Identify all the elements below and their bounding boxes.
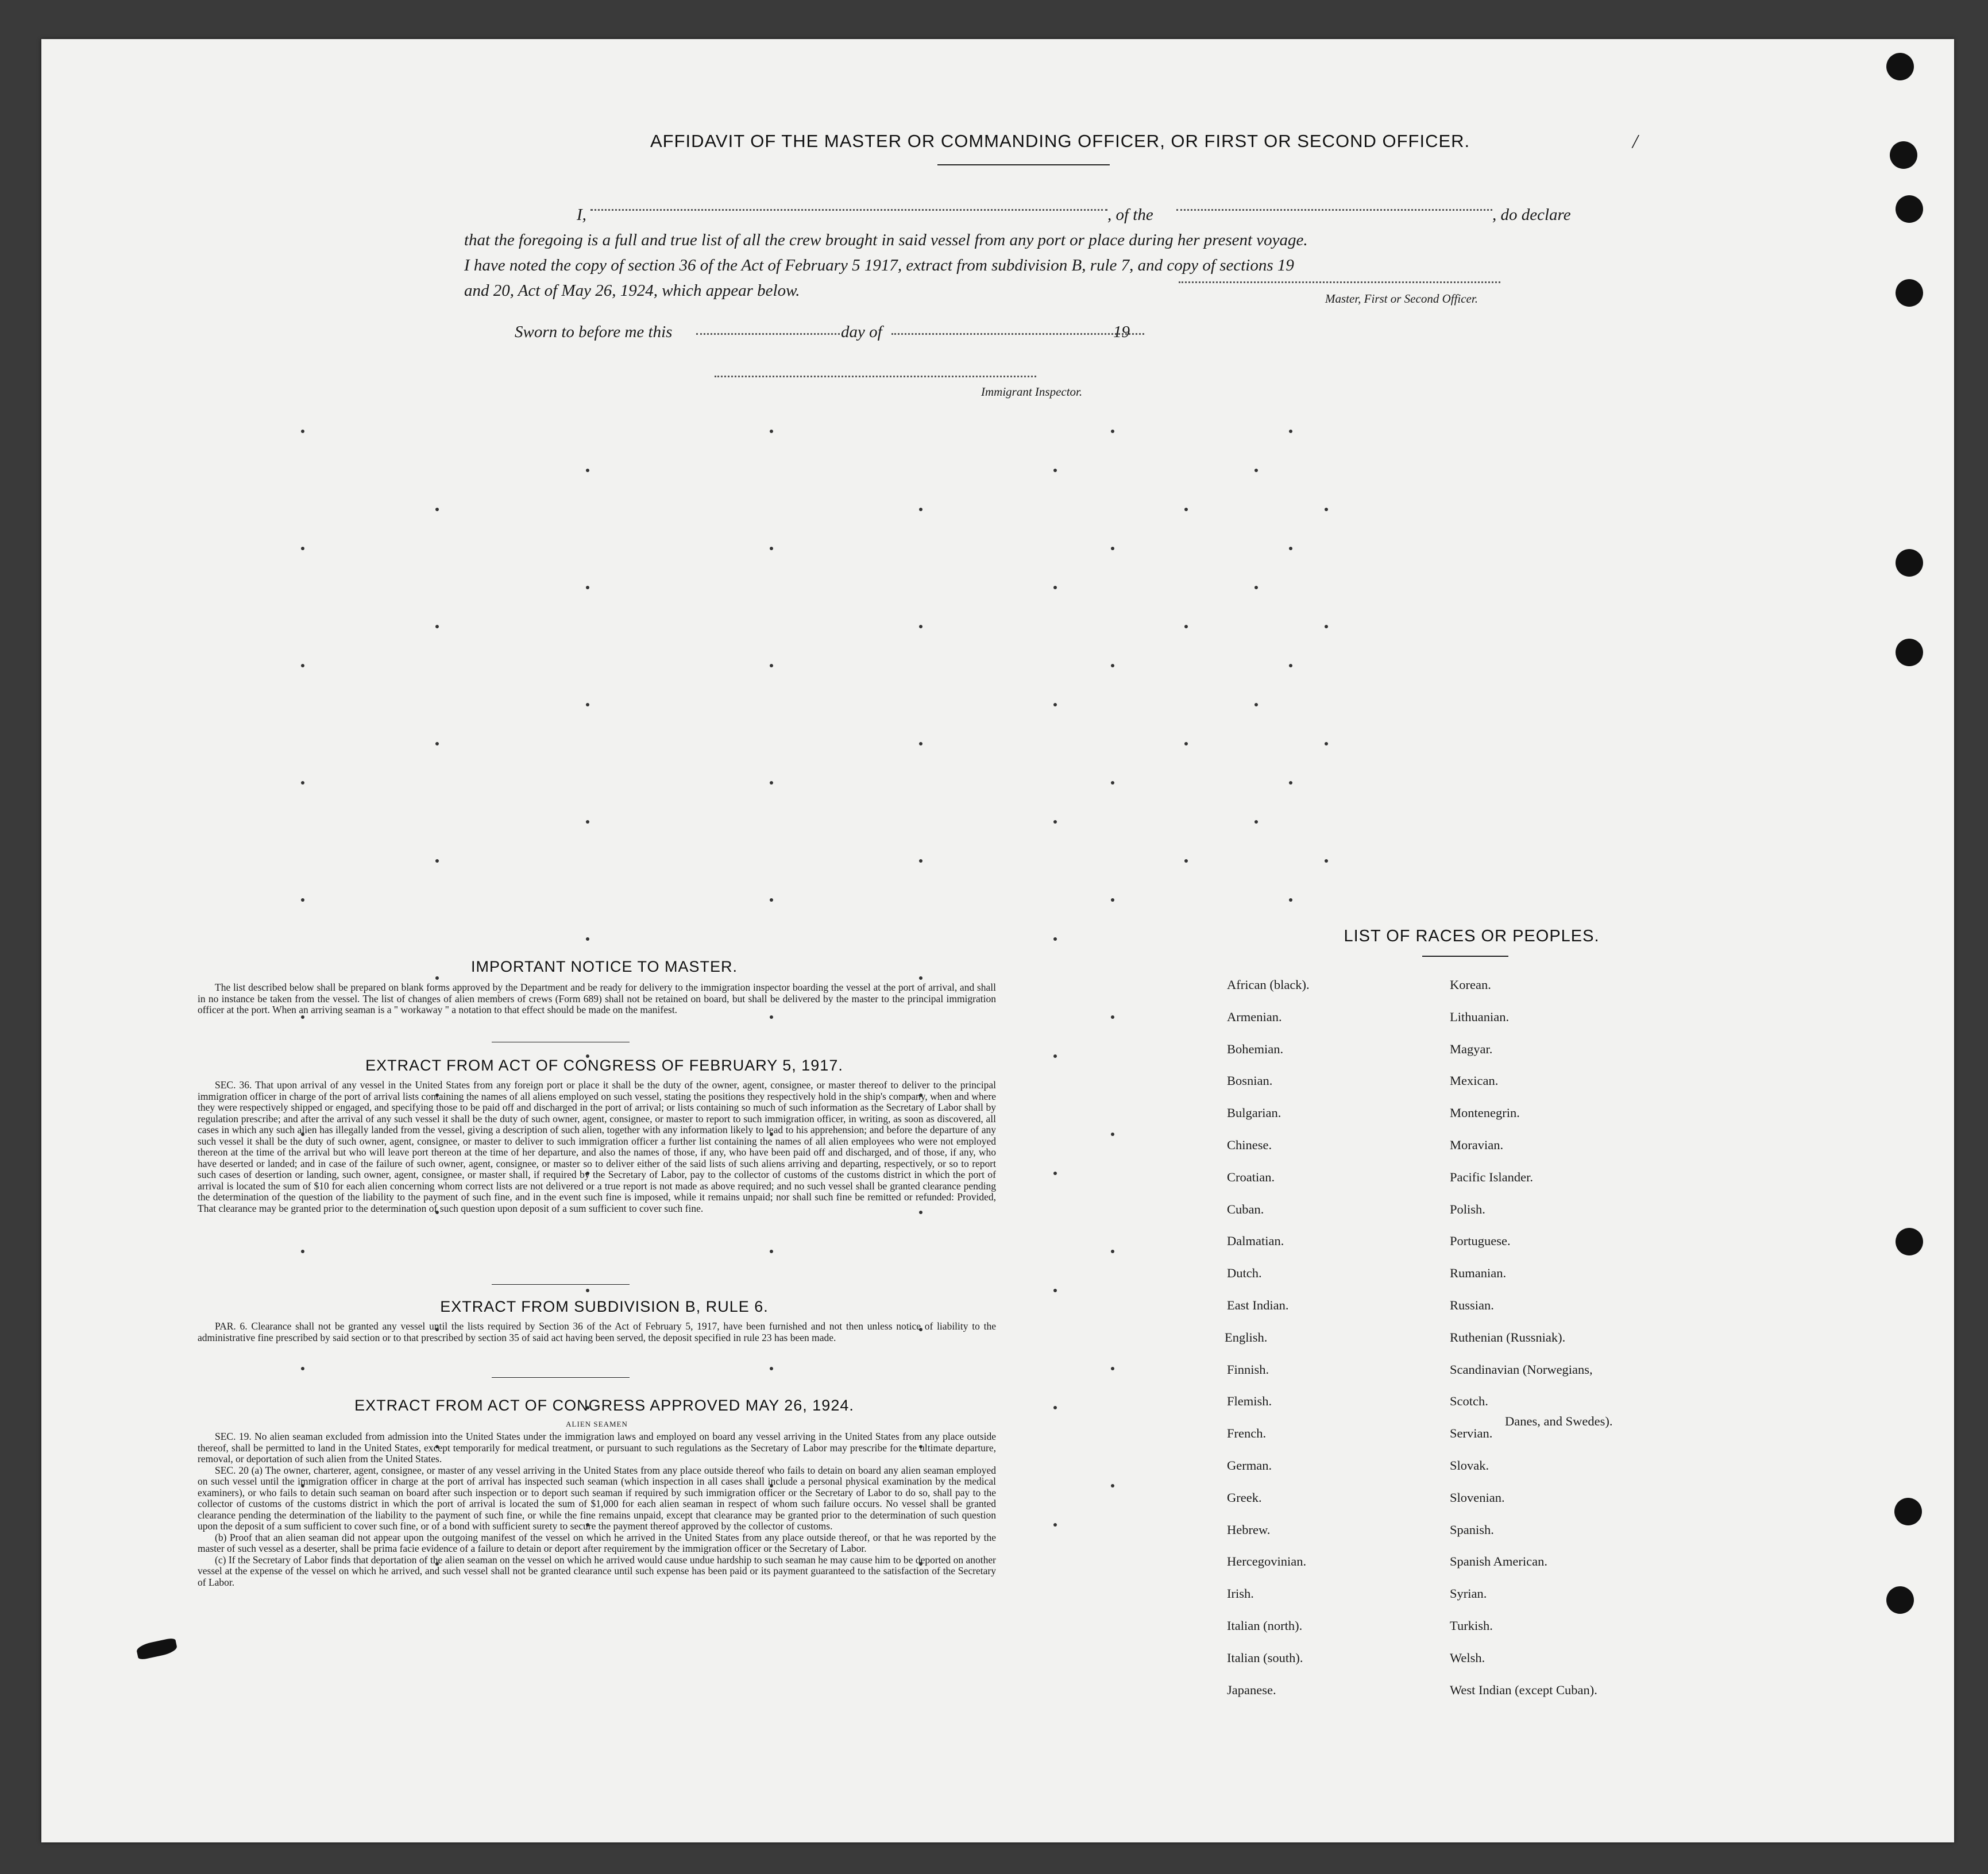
- show-through-dot: [919, 625, 922, 628]
- show-through-dot: [770, 898, 773, 902]
- punch-hole: [1886, 53, 1914, 80]
- show-through-dot: [1053, 820, 1057, 824]
- show-through-dot: [1111, 430, 1114, 433]
- show-through-dot: [1184, 625, 1188, 628]
- extract-rule6-text: [198, 1321, 996, 1343]
- show-through-dot: [1111, 1133, 1114, 1136]
- race-left-item: Hebrew.: [1227, 1522, 1271, 1537]
- show-through-dot: [1289, 430, 1292, 433]
- race-left-item: Italian (north).: [1227, 1618, 1303, 1633]
- race-right-item: Lithuanian.: [1450, 1009, 1510, 1024]
- race-right-item: Slovenian.: [1450, 1490, 1505, 1505]
- race-right-item: Portuguese.: [1450, 1234, 1511, 1249]
- show-through-dot: [919, 742, 922, 745]
- show-through-dot: [1254, 586, 1258, 589]
- race-right-item: Polish.: [1450, 1201, 1485, 1216]
- show-through-dot: [770, 430, 773, 433]
- show-through-dot: [435, 859, 439, 863]
- show-through-dot: [1053, 937, 1057, 941]
- race-left-item: African (black).: [1227, 977, 1310, 992]
- master-signature-line: [1179, 281, 1500, 283]
- race-left-item: Finnish.: [1227, 1362, 1269, 1377]
- show-through-dot: [1184, 742, 1188, 745]
- punch-hole: [1894, 1498, 1922, 1525]
- show-through-dot: [770, 1367, 773, 1370]
- notice-heading: IMPORTANT NOTICE TO MASTER.: [470, 958, 738, 975]
- show-through-dot: [301, 781, 304, 785]
- races-underline: [1422, 956, 1508, 957]
- punch-hole: [1896, 1228, 1923, 1255]
- affidavit-i: I,: [577, 206, 586, 224]
- show-through-dot: [435, 742, 439, 745]
- show-through-dot: [301, 1250, 304, 1253]
- race-right-item: West Indian (except Cuban).: [1450, 1682, 1597, 1697]
- race-left-item: Bohemian.: [1227, 1041, 1284, 1056]
- document-page: [41, 39, 1954, 1842]
- extract-rule6-paragraph: PAR. 6. Clearance shall not be granted any vessel until the lists required by Section 36 of the Act of February 5, 1917, have been furnished and not then unless notice of liability to the administrative fine prescribed by said section or to that prescribed by section 35 of said act having been served, the deposit specified in rule 23 has been made.: [198, 1320, 996, 1343]
- show-through-dot: [1053, 1406, 1057, 1409]
- show-through-dot: [586, 1289, 589, 1292]
- show-through-dot: [1053, 1289, 1057, 1292]
- show-through-dot: [301, 1015, 304, 1019]
- alien-seamen-subheading: ALIEN SEAMEN: [566, 1420, 628, 1428]
- divider-2: [492, 1284, 630, 1285]
- show-through-dot: [1053, 1172, 1057, 1175]
- affidavit-line-3: I have noted the copy of section 36 of the Act of February 5 1917, extract from subdivision B, rule 7, and copy of sections 19: [464, 256, 1294, 275]
- race-right-item: Slovak.: [1450, 1458, 1489, 1473]
- master-label: Master, First or Second Officer.: [1325, 292, 1478, 306]
- show-through-dot: [435, 976, 439, 980]
- show-through-dot: [301, 430, 304, 433]
- affidavit-of-the: , of the: [1107, 206, 1153, 224]
- race-right-item: Ruthenian (Russniak).: [1450, 1330, 1566, 1344]
- race-scandinavian-cont: Danes, and Swedes).: [1505, 1414, 1613, 1428]
- race-left-item: English.: [1225, 1330, 1268, 1344]
- race-right-item: Welsh.: [1450, 1650, 1485, 1665]
- vessel-line: [1176, 209, 1492, 211]
- ink-blot: [136, 1637, 178, 1660]
- page-mark: /: [1632, 131, 1638, 152]
- show-through-dot: [1325, 508, 1328, 511]
- show-through-dot: [301, 664, 304, 667]
- show-through-dot: [1184, 859, 1188, 863]
- show-through-dot: [1053, 703, 1057, 706]
- show-through-dot: [1053, 469, 1057, 472]
- race-left-item: East Indian.: [1227, 1298, 1289, 1312]
- race-left-item: Dalmatian.: [1227, 1234, 1284, 1249]
- show-through-dot: [770, 547, 773, 550]
- extract-1924-sec20b: (b) Proof that an alien seaman did not appear upon the outgoing manifest of the vessel on which he arrived in the United States from any place outside thereof, or that he was reported by the master of such vessel as a deserter, shall be prima facie evidence of a failure to detain or deport after requirement by the immigration officer or the Secretary of Labor.: [198, 1531, 996, 1554]
- show-through-dot: [435, 508, 439, 511]
- show-through-dot: [1111, 1250, 1114, 1253]
- show-through-dot: [586, 586, 589, 589]
- race-left-item: Bosnian.: [1227, 1073, 1273, 1088]
- extract-1917-paragraph: SEC. 36. That upon arrival of any vessel in the United States from any foreign port or place it shall be the duty of the owner, agent, consignee, or master thereof to deliver to the principal immigration officer in charge of the port of arrival lists containing the names of all aliens employed on such vessel, stating the positions they respectively hold in the ship's company, when and where they were respectively shipped or engaged, and specifying those to be paid off and discharged in the port of arrival; or lists containing so much of such information as the Secretary of Labor shall by regulation prescribe; and after the arrival of any such vessel it shall be the duty of such owner, agent, consignee, or master to report to such immigration officer, in writing, as soon as discovered, all cases in which any such alien has illegally landed from the vessel, giving a description of such alien, together with any information likely to lead to his apprehension; and before the departure of any such vessel it shall be the duty of such owner, agent, consignee, or master to deliver to such immigration officer a further list containing the names of all alien employees who were not employed thereon at the time of the arrival but who will leave port thereon at the time of her departure, and also the names of those, if any, who have been paid off and discharged, and of those, if any, who have deserted or landed; and in case of the failure of such owner, agent, consignee, or master so to deliver either of the said lists of such aliens arriving and departing, respectively, or so to report such cases of desertion or landing, such owner, agent, consignee, or master shall, if required by the Secretary of Labor, pay to the collector of customs of the customs district in which the port of arrival is located the sum of $10 for each alien concerning whom correct lists are not delivered or a true report is not made as above required; and no such vessel shall be granted clearance pending the determination of the question of the liability to the payment of such fine, and in the event such fine is imposed, while it remains unpaid; nor shall such fine be remitted or refunded: Provided, That clearance may be granted prior to the determination of such question upon deposit of a sum sufficient to cover such fine.: [198, 1079, 996, 1214]
- inspector-label: Immigrant Inspector.: [981, 385, 1083, 399]
- show-through-dot: [586, 469, 589, 472]
- show-through-dot: [1325, 742, 1328, 745]
- race-left-item: Japanese.: [1227, 1682, 1276, 1697]
- race-left-item: Dutch.: [1227, 1266, 1262, 1281]
- show-through-dot: [919, 859, 922, 863]
- race-right-item: Rumanian.: [1450, 1266, 1507, 1281]
- show-through-dot: [301, 547, 304, 550]
- affidavit-line-4: and 20, Act of May 26, 1924, which appear below.: [464, 281, 800, 300]
- show-through-dot: [919, 508, 922, 511]
- race-left-item: German.: [1227, 1458, 1272, 1473]
- show-through-dot: [1111, 664, 1114, 667]
- race-right-item: Spanish American.: [1450, 1554, 1547, 1569]
- races-heading: LIST OF RACES OR PEOPLES.: [1344, 927, 1600, 945]
- show-through-dot: [1111, 898, 1114, 902]
- race-left-item: Italian (south).: [1227, 1650, 1303, 1665]
- race-right-item: Montenegrin.: [1450, 1106, 1520, 1120]
- inspector-signature-line: [715, 376, 1036, 377]
- show-through-dot: [1111, 547, 1114, 550]
- race-right-item: Syrian.: [1450, 1586, 1487, 1601]
- race-right-item: Turkish.: [1450, 1618, 1493, 1633]
- show-through-dot: [1184, 508, 1188, 511]
- race-left-item: Armenian.: [1227, 1009, 1282, 1024]
- show-through-dot: [1254, 469, 1258, 472]
- race-left-item: French.: [1227, 1426, 1267, 1441]
- affidavit-declare: , do declare: [1492, 206, 1571, 224]
- name-line: [590, 209, 1107, 211]
- show-through-dot: [586, 937, 589, 941]
- race-left-item: Irish.: [1227, 1586, 1254, 1601]
- race-right-item: Servian.: [1450, 1426, 1493, 1441]
- sworn-month-line: [891, 333, 1144, 335]
- race-right-item: Scandinavian (Norwegians,: [1450, 1362, 1593, 1377]
- show-through-dot: [1111, 1367, 1114, 1370]
- extract-1924-text: [198, 1431, 996, 1588]
- show-through-dot: [1053, 1054, 1057, 1058]
- show-through-dot: [1325, 625, 1328, 628]
- race-left-item: Hercegovinian.: [1227, 1554, 1307, 1569]
- show-through-dot: [1289, 547, 1292, 550]
- show-through-dot: [1111, 1484, 1114, 1487]
- race-right-item: Scotch.: [1450, 1394, 1488, 1409]
- punch-hole: [1896, 195, 1923, 223]
- show-through-dot: [770, 781, 773, 785]
- show-through-dot: [770, 1015, 773, 1019]
- show-through-dot: [435, 625, 439, 628]
- notice-text: [198, 982, 996, 1016]
- show-through-dot: [770, 1250, 773, 1253]
- notice-paragraph: The list described below shall be prepared on blank forms approved by the Department and be ready for delivery to the immigration inspector boarding the vessel at the port of arrival, and shall in no instance be taken from the vessel. The list of changes of alien members of crews (Form 689) shall not be retained on board, but shall be delivered by the master to the principal immigration officer at the port. When an arriving seaman is a " workaway " a notation to that effect should be made on the manifest.: [198, 982, 996, 1015]
- race-right-item: Korean.: [1450, 977, 1491, 992]
- show-through-dot: [1053, 586, 1057, 589]
- race-right-item: Magyar.: [1450, 1041, 1493, 1056]
- extract-1924-sec20a: SEC. 20 (a) The owner, charterer, agent, consignee, or master of any vessel arriving in the United States from any place outside thereof who fails to detain on board any alien seaman employed on such vessel until the immigration officer in charge at the port of arrival has inspected such seaman (which inspection in all cases shall include a personal physical examination by the medical examiners), or who fails to detain such seaman on board after such inspection or to deport such seaman if required by such immigration officer or the Secretary of Labor to do so, shall pay to the collector of customs of the customs district in which the port of arrival is located the sum of $1,000 for each alien seaman in respect of whom such failure occurs. No vessel shall be granted clearance pending the determination of the liability to the payment of such fine, or while the fine remains unpaid, except that clearance may be granted prior to the determination of such question upon the deposit of a sum sufficient to cover such fine, or of a bond with sufficient surety to secure the payment thereof approved by the collector of customs.: [198, 1464, 996, 1532]
- punch-hole: [1886, 1586, 1914, 1614]
- show-through-dot: [586, 703, 589, 706]
- punch-hole: [1896, 639, 1923, 666]
- race-left-item: Cuban.: [1227, 1201, 1264, 1216]
- divider-3: [492, 1377, 630, 1378]
- affidavit-title: AFFIDAVIT OF THE MASTER OR COMMANDING OFFICER, OR FIRST OR SECOND OFFICER.: [650, 131, 1470, 151]
- race-right-item: Spanish.: [1450, 1522, 1494, 1537]
- show-through-dot: [1289, 781, 1292, 785]
- race-left-item: Flemish.: [1227, 1394, 1272, 1409]
- show-through-dot: [1325, 859, 1328, 863]
- sworn-day-of: day of: [841, 323, 882, 341]
- extract-1924-sec19: SEC. 19. No alien seaman excluded from admission into the United States under the immigration laws and employed on board any vessel arriving in the United States from any place outside thereof, shall be permitted to land in the United States, except temporarily for medical treatment, or pursuant to such regulations as the Secretary of Labor may prescribe for the ultimate departure, removal, or deportation of such alien from the United States.: [198, 1431, 996, 1465]
- sworn-day-line: [696, 333, 840, 335]
- sworn-year: 19: [1113, 323, 1130, 341]
- affidavit-line-2: that the foregoing is a full and true list of all the crew brought in said vessel from any port or place during her present voyage.: [464, 231, 1308, 249]
- show-through-dot: [301, 1367, 304, 1370]
- show-through-dot: [1053, 1523, 1057, 1527]
- show-through-dot: [1289, 898, 1292, 902]
- show-through-dot: [1111, 1015, 1114, 1019]
- punch-hole: [1896, 549, 1923, 577]
- show-through-dot: [919, 976, 922, 980]
- punch-hole: [1896, 279, 1923, 307]
- show-through-dot: [586, 820, 589, 824]
- show-through-dot: [301, 898, 304, 902]
- extract-1924-heading: EXTRACT FROM ACT OF CONGRESS APPROVED MAY 26, 1924.: [354, 1397, 854, 1414]
- sworn-prefix: Sworn to before me this: [515, 323, 673, 341]
- show-through-dot: [1254, 820, 1258, 824]
- affidavit-text: [464, 202, 1578, 303]
- show-through-dot: [1254, 703, 1258, 706]
- race-left-item: Chinese.: [1227, 1138, 1272, 1152]
- race-left-item: Bulgarian.: [1227, 1106, 1281, 1120]
- extract-1917-text: [198, 1080, 996, 1214]
- show-through-dot: [1289, 664, 1292, 667]
- race-right-item: Pacific Islander.: [1450, 1169, 1533, 1184]
- race-left-item: Croatian.: [1227, 1169, 1275, 1184]
- show-through-dot: [770, 664, 773, 667]
- extract-1917-heading: EXTRACT FROM ACT OF CONGRESS OF FEBRUARY 5, 1917.: [365, 1057, 843, 1074]
- extract-rule6-heading: EXTRACT FROM SUBDIVISION B, RULE 6.: [440, 1298, 769, 1315]
- race-left-item: Greek.: [1227, 1490, 1262, 1505]
- race-right-item: Russian.: [1450, 1298, 1494, 1312]
- extract-1924-sec20c: (c) If the Secretary of Labor finds that deportation of the alien seaman on the vessel on which he arrived would cause undue hardship to such seaman he may cause him to be deported on another vessel at the expense of the vessel on which he arrived, and such vessel shall not be granted clearance until such expense has been paid or its payment guaranteed to the satisfaction of the Secretary of Labor.: [198, 1554, 996, 1588]
- title-underline: [937, 164, 1110, 165]
- race-right-item: Moravian.: [1450, 1138, 1504, 1152]
- race-right-item: Mexican.: [1450, 1073, 1499, 1088]
- show-through-dot: [1111, 781, 1114, 785]
- punch-hole: [1890, 141, 1917, 169]
